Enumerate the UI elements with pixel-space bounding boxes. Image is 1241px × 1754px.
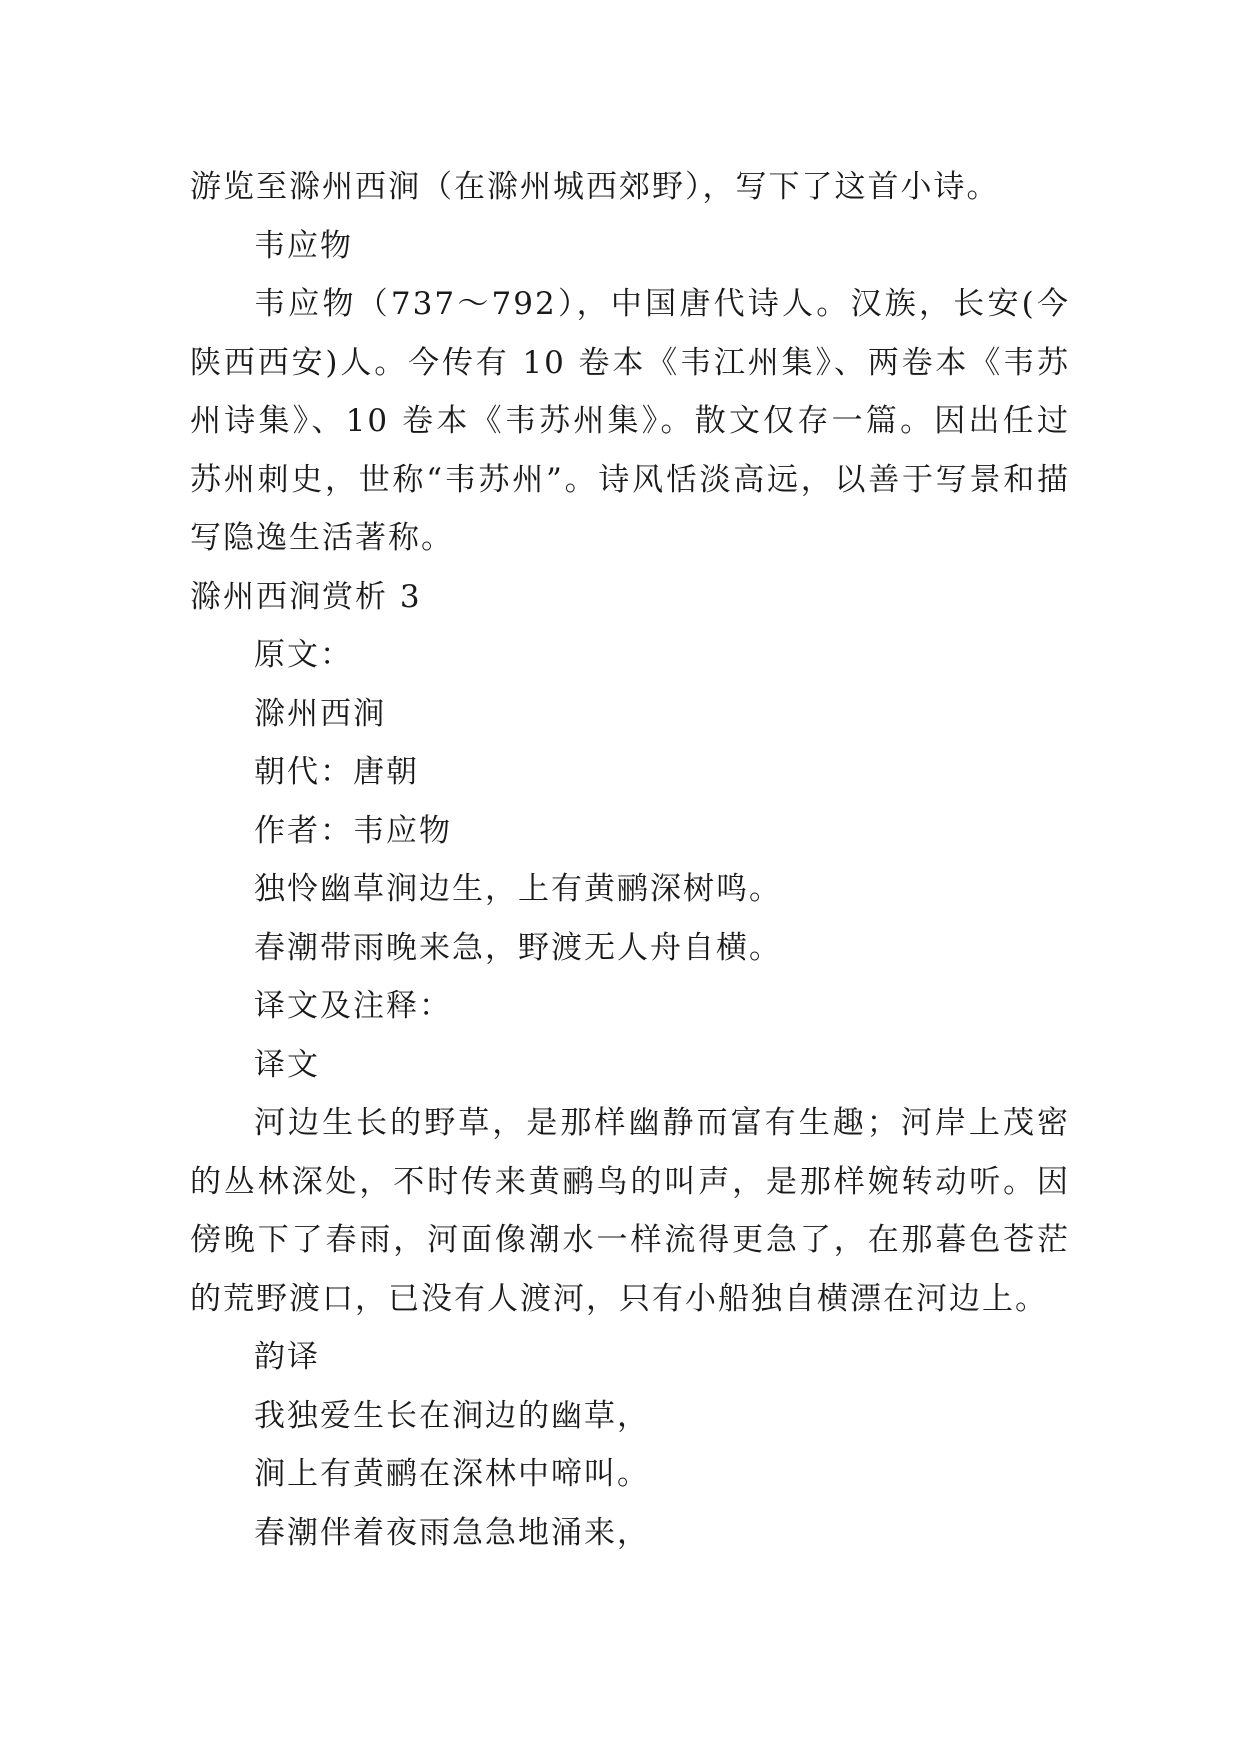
poem-dynasty: 朝代：唐朝	[254, 754, 419, 790]
rhymed-line-2: 涧上有黄鹂在深林中啼叫。	[254, 1456, 650, 1492]
original-text-label: 原文：	[254, 637, 353, 673]
author-name-heading: 韦应物	[254, 227, 353, 264]
author-biography: 韦应物（737～792），中国唐代诗人。汉族，长安(今陕西西安)人。今传有 10 卷本《韦江州集》、两卷本《韦苏州诗集》、10 卷本《韦苏州集》。散文仅存一篇。因出任过苏州刺史，世称“韦苏州”。诗风恬淡高远，以善于写景和描写隐逸生活著称。	[190, 286, 1070, 556]
poem-line-2: 春潮带雨晚来急，野渡无人舟自横。	[254, 929, 782, 966]
translation-notes-label: 译文及注释：	[254, 988, 452, 1024]
translation-label: 译文	[254, 1046, 320, 1083]
rhymed-translation-label: 韵译	[254, 1339, 320, 1375]
poem-line-1: 独怜幽草涧边生，上有黄鹂深树鸣。	[254, 871, 782, 907]
rhymed-line-3: 春潮伴着夜雨急急地涌来，	[254, 1514, 650, 1551]
poem-author: 作者：韦应物	[254, 812, 452, 849]
rhymed-line-1: 我独爱生长在涧边的幽草，	[254, 1397, 650, 1434]
translation-paragraph: 河边生长的野草，是那样幽静而富有生趣；河岸上茂密的丛林深处，不时传来黄鹂鸟的叫声，是那样婉转动听。因傍晚下了春雨，河面像潮水一样流得更急了，在那暮色苍茫的荒野渡口，已没有人渡河，只有小船独自横漂在河边上。	[190, 1105, 1070, 1317]
document-body	[190, 158, 1070, 1562]
poem-title: 滁州西涧	[254, 695, 386, 732]
paragraph-intro-ending: 游览至滁州西涧（在滁州城西郊野），写下了这首小诗。	[190, 169, 1000, 205]
section-title: 滁州西涧赏析 3	[190, 578, 422, 615]
